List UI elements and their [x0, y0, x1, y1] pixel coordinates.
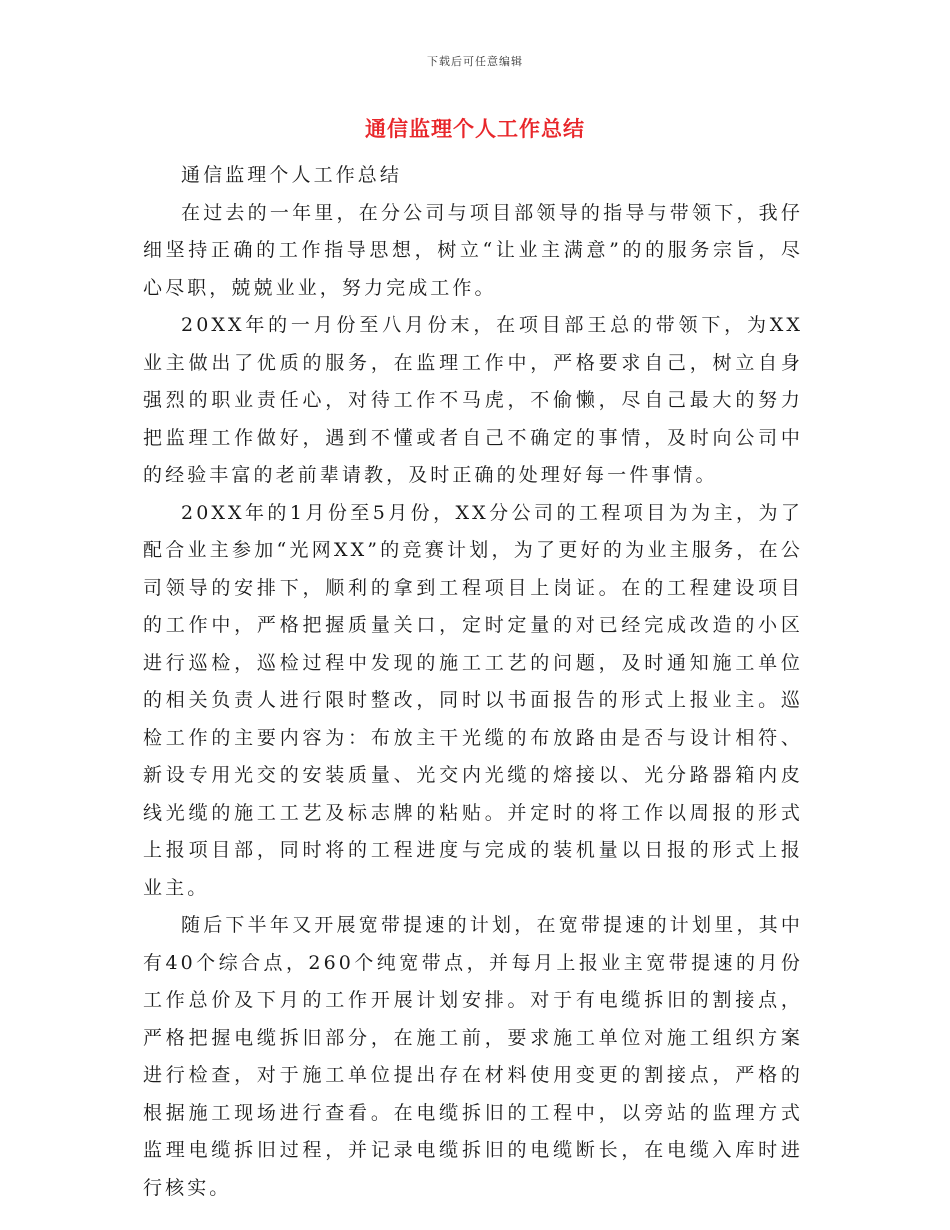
paragraph-second-half: 随后下半年又开展宽带提速的计划，在宽带提速的计划里，其中有40个综合点，260个纯宽带点，并每月上报业主宽带提速的月份工作总价及下月的工作开展计划安排。对于有电缆拆旧的割接点，严格把握电缆拆旧部分，在施工前，要求施工单位对施工组织方案进行检查，对于施工单位提出存在材料使用变更的割接点，严格的根据施工现场进行查看。在电缆拆旧的工程中，以旁站的监理方式监理电缆拆旧过程，并记录电缆拆旧的电缆断长，在电缆入库时进行核实。	[143, 914, 803, 1199]
paragraph-jan-may: 20XX年的1月份至5月份，XX分公司的工程项目为为主，为了配合业主参加“光网XX”的竞赛计划，为了更好的为业主服务，在公司领导的安排下，顺利的拿到工程项目上岗证。在的工程建设项目的工作中，严格把握质量关口，定时定量的对已经完成改造的小区进行巡检，巡检过程中发现的施工工艺的问题，及时通知施工单位的相关负责人进行限时整改，同时以书面报告的形式上报业主。巡检工作的主要内容为：布放主干光缆的布放路由是否与设计相符、新设专用光交的安装质量、光交内光缆的熔接以、光分路器箱内皮线光缆的施工工艺及标志牌的粘贴。并定时的将工作以周报的形式上报项目部，同时将的工程进度与完成的装机量以日报的形式上报业主。	[143, 501, 803, 899]
paragraph-subtitle: 通信监理个人工作总结	[181, 164, 403, 186]
document-body	[143, 157, 803, 1207]
download-note: 下载后可任意编辑	[427, 55, 523, 68]
paragraph-jan-aug: 20XX年的一月份至八月份末，在项目部王总的带领下，为XX业主做出了优质的服务，在监理工作中，严格要求自己，树立自身强烈的职业责任心，对待工作不马虎，不偷懒，尽自己最大的努力把监理工作做好，遇到不懂或者自己不确定的事情，及时向公司中的经验丰富的老前辈请教，及时正确的处理好每一件事情。	[143, 314, 803, 486]
paragraph-intro: 在过去的一年里，在分公司与项目部领导的指导与带领下，我仔细坚持正确的工作指导思想，树立“让业主满意”的的服务宗旨，尽心尽职，兢兢业业，努力完成工作。	[143, 201, 803, 299]
document-title: 通信监理个人工作总结	[365, 117, 585, 141]
